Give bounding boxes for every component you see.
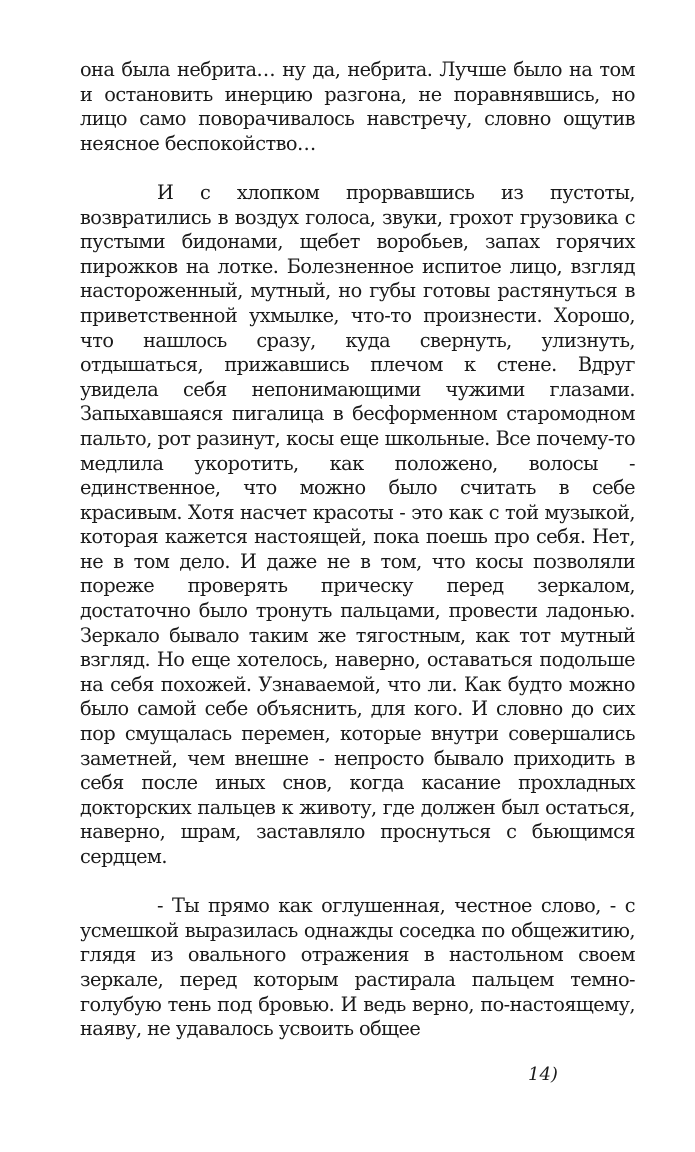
- book-page: [80, 58, 635, 1042]
- paragraph-3: - Ты прямо как оглушенная, честное слово, - с усмешкой выразилась однажды соседка по общежитию, глядя из овального отражения в настольном своем зеркале, перед которым растирала пальцем темно-голубую тень под бровью. И ведь верно, по-настоящему, наяву, не удавалось усвоить общее: [80, 894, 635, 1041]
- paragraph-gap: [80, 870, 635, 895]
- paragraph-2: И с хлопком прорвавшись из пустоты, возвратились в воздух голоса, звуки, грохот грузовика с пустыми бидонами, щебет воробьев, запах горячих пирожков на лотке. Болезненное испитое лицо, взгляд настороженный, мутный, но губы готовы растянуться в приветственной ухмылке, что-то произнести. Хорошо, что нашлось сразу, куда свернуть, улизнуть, отдышаться, прижавшись плечом к стене. Вдруг увидела себя непонимающими чужими глазами. Запыхавшаяся пигалица в бесформенном старомодном пальто, рот разинут, косы еще школьные. Все почему-то медлила укоротить, как положено, волосы - единственное, что можно было считать в себе красивым. Хотя насчет красоты - это как с той музыкой, которая кажется настоящей, пока поешь про себя. Нет, не в том дело. И даже не в том, что косы позволяли пореже проверять прическу перед зеркалом, достаточно было тронуть пальцами, провести ладонью. Зеркало бывало таким же тягостным, как тот мутный взгляд. Но еще хотелось, наверно, оставаться подольше на себя похожей. Узнаваемой, что ли. Как будто можно было самой себе объяснить, для кого. И словно до сих пор смущалась перемен, которые внутри совершались заметней, чем внешне - непросто бывало приходить в себя после иных снов, когда касание прохладных докторских пальцев к животу, где должен был остаться, наверно, шрам, заставляло проснуться с бьющимся сердцем.: [80, 180, 635, 868]
- paragraph-1: она была небрита… ну да, небрита. Лучше было на том и остановить инерцию разгона, не поравнявшись, но лицо само поворачивалось навстречу, словно ощутив неясное беспокойство…: [80, 58, 635, 155]
- paragraph-gap: [80, 156, 635, 181]
- page-number: 14): [528, 1064, 558, 1085]
